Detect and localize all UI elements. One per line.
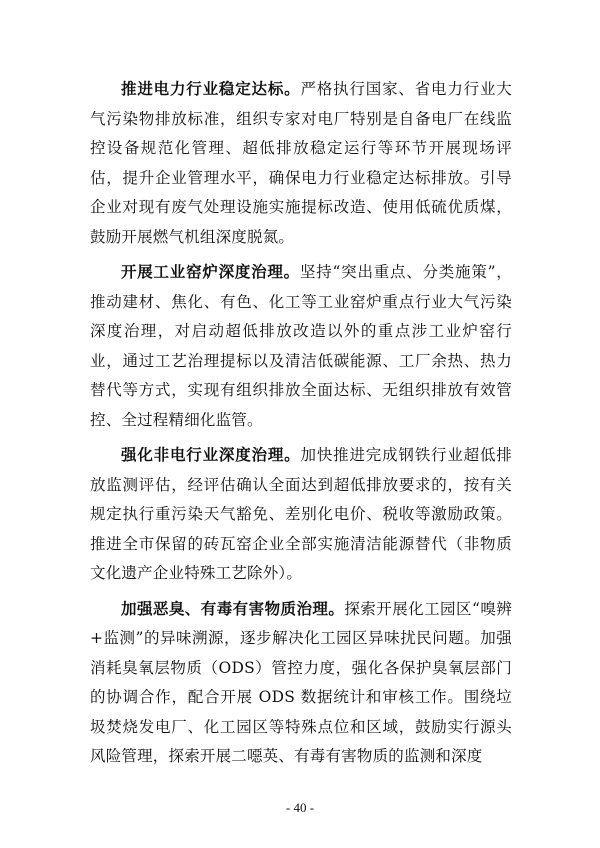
- paragraph-heading: 加强恶臭、有毒有害物质治理。: [121, 598, 345, 618]
- paragraph-heading: 强化非电行业深度治理。: [121, 445, 301, 464]
- paragraph-text: 探索开展化工园区“嗅辨+监测”的异味溯源，逐步解决化工园区异味扰民问题。加强消耗臭氧层物质（ODS）管控力度，强化各保护臭氧层部门的协调合作，配合开展 ODS 数据统计和审核工作。围绕垃圾焚烧发电厂、化工园区等特殊点位和区域，鼓励实行源头风险管理，探索开展二噁英、有毒有害物质的监测和深度: [90, 599, 512, 765]
- paragraph-power-industry: [90, 74, 512, 252]
- paragraph-heading: 推进电力行业稳定达标。: [121, 79, 301, 98]
- body-text: [90, 74, 512, 777]
- paragraph-industrial-kiln: [90, 257, 512, 435]
- page-number: - 40 -: [285, 800, 315, 815]
- paragraph-odor-toxic: [90, 594, 512, 772]
- paragraph-heading: 开展工业窑炉深度治理。: [121, 262, 300, 281]
- paragraph-text: 加快推进完成钢铁行业超低排放监测评估，经评估确认全面达到超低排放要求的，按有关规定执行重污染天气豁免、差别化电价、税收等激励政策。推进全市保留的砖瓦窑企业全部实施清洁能源替代（非物质文化遗产企业特殊工艺除外）。: [90, 446, 513, 582]
- paragraph-text: 坚持“突出重点、分类施策”，推动建材、焦化、有色、化工等工业窑炉重点行业大气污染深度治理，对启动超低排放改造以外的重点涉工业炉窑行业，通过工艺治理提标以及清洁低碳能源、工厂余热、热力替代等方式，实现有组织排放全面达标、无组织排放有效管控、全过程精细化监管。: [90, 263, 512, 429]
- paragraph-text: 严格执行国家、省电力行业大气污染物排放标准，组织专家对电厂特别是自备电厂在线监控设备规范化管理、超低排放稳定运行等环节开展现场评估，提升企业管理水平，确保电力行业稳定达标排放。引导企业对现有废气处理设施实施提标改造、使用低硫优质煤，鼓励开展燃气机组深度脱氮。: [90, 80, 513, 246]
- paragraph-non-power-industry: [90, 440, 512, 589]
